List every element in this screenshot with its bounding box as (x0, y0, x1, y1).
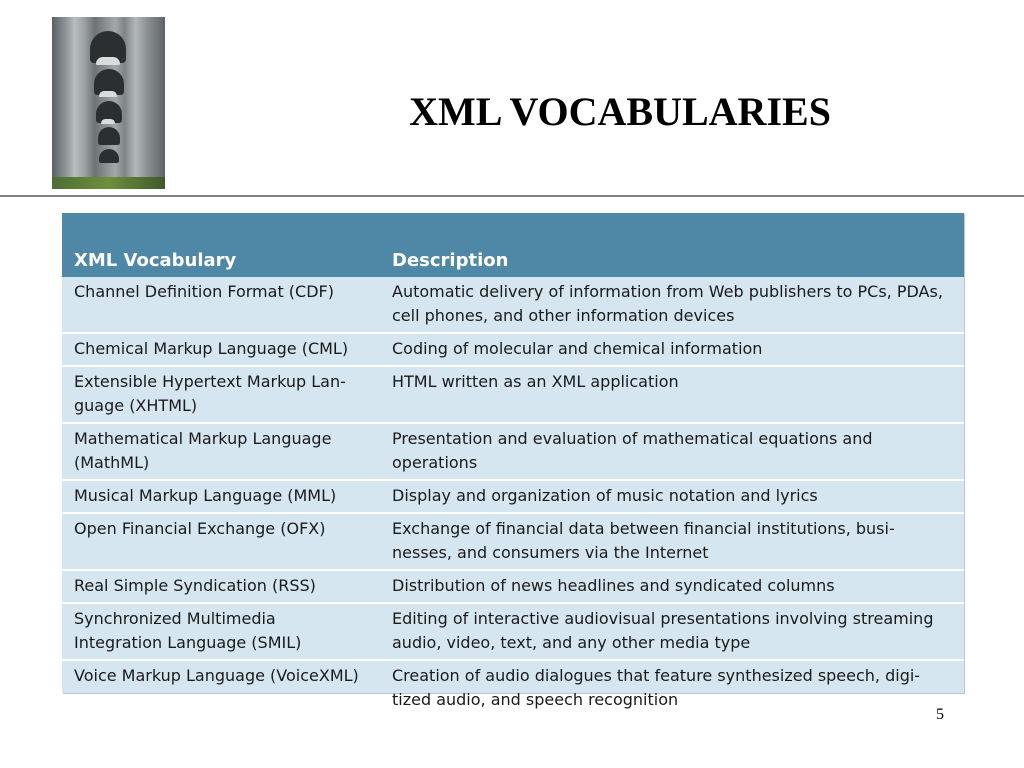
description-cell: Exchange of financial data between financial institutions, busi-nesses, and consumers via the Internet (380, 513, 964, 570)
table-row (62, 333, 964, 366)
title-divider (0, 195, 1024, 197)
vocabulary-table (62, 213, 964, 716)
description-cell: Editing of interactive audiovisual presentations involving streaming audio, video, text, and any other media type (380, 603, 964, 660)
description-cell: Presentation and evaluation of mathematical equations and operations (380, 423, 964, 480)
vocabulary-cell: Mathematical Markup Language (MathML) (62, 423, 380, 480)
vocabulary-cell: Extensible Hypertext Markup Lan-guage (XHTML) (62, 366, 380, 423)
header-description: Description (380, 213, 964, 277)
vocabulary-cell: Voice Markup Language (VoiceXML) (62, 660, 380, 716)
description-cell: Coding of molecular and chemical information (380, 333, 964, 366)
vocabulary-cell: Musical Markup Language (MML) (62, 480, 380, 513)
bridge-arches-photo (52, 17, 165, 189)
description-cell: Creation of audio dialogues that feature synthesized speech, digi-tized audio, and speech recognition (380, 660, 964, 716)
table-row (62, 660, 964, 716)
vocabulary-cell: Real Simple Syndication (RSS) (62, 570, 380, 603)
description-cell: Display and organization of music notation and lyrics (380, 480, 964, 513)
table-row (62, 480, 964, 513)
table-row (62, 513, 964, 570)
vocabulary-cell: Synchronized Multimedia Integration Language (SMIL) (62, 603, 380, 660)
table-row (62, 366, 964, 423)
vocabulary-cell: Channel Definition Format (CDF) (74, 282, 334, 301)
page-number: 5 (936, 706, 944, 723)
description-cell: HTML written as an XML application (380, 366, 964, 423)
vocabulary-cell: Open Financial Exchange (OFX) (62, 513, 380, 570)
table-row (62, 423, 964, 480)
table-header-row (62, 213, 964, 277)
vocabulary-table-container (62, 213, 964, 709)
table-row (62, 603, 964, 660)
table-row (62, 277, 964, 333)
description-cell: Distribution of news headlines and syndicated columns (380, 570, 964, 603)
header-xml-vocabulary: XML Vocabulary (62, 213, 380, 277)
vocabulary-cell: Chemical Markup Language (CML) (62, 333, 380, 366)
slide-title: XML VOCABULARIES (409, 89, 831, 134)
description-cell: Automatic delivery of information from Web publishers to PCs, PDAs, cell phones, and other information devices (392, 282, 943, 325)
table-row (62, 570, 964, 603)
